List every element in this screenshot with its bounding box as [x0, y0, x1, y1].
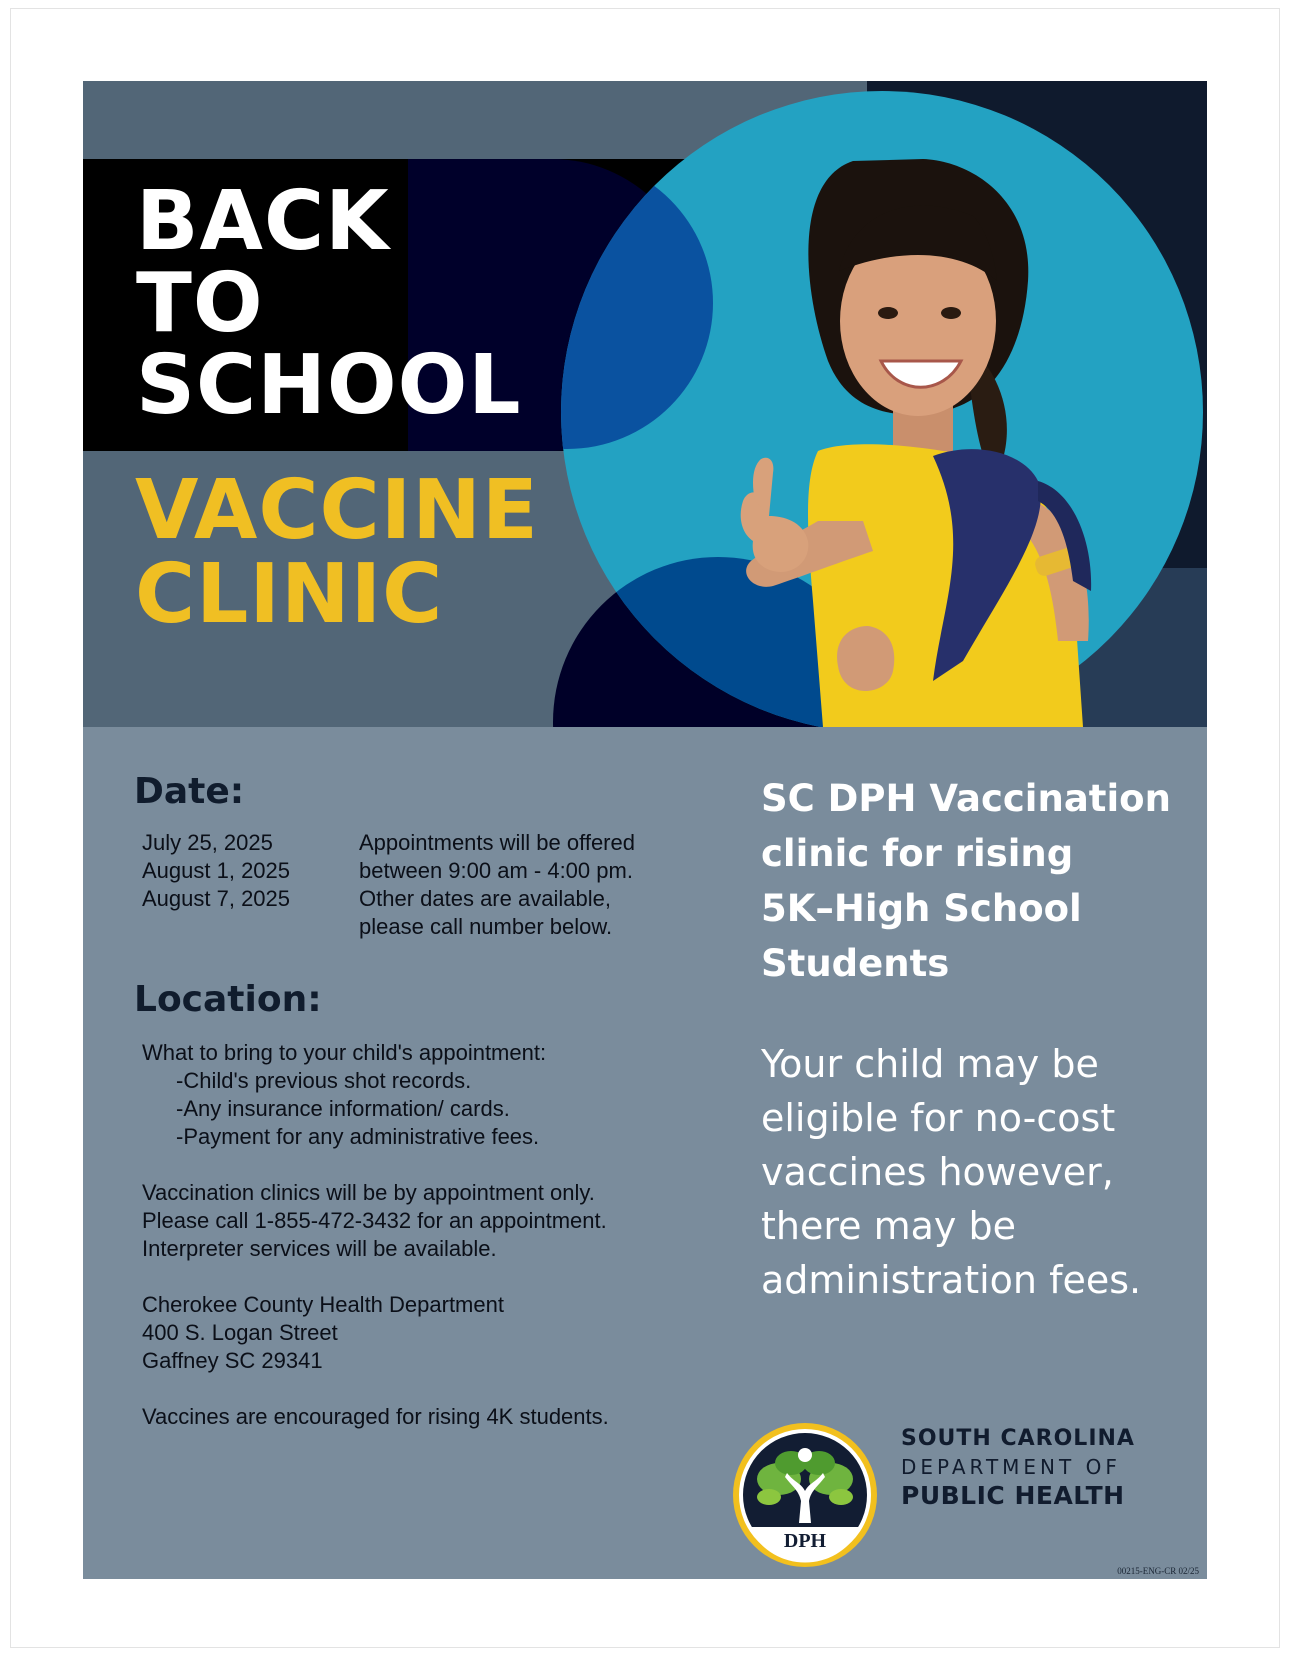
- date-item: July 25, 2025: [142, 830, 273, 855]
- headline: [136, 174, 522, 433]
- title-line: SC DPH Vaccination: [761, 777, 1171, 820]
- location-details: [142, 1039, 609, 1431]
- body-line: there may be: [761, 1204, 1016, 1248]
- address-line: Cherokee County Health Department: [142, 1292, 504, 1317]
- title-line: Students: [761, 942, 950, 985]
- bring-item: -Child's previous shot records.: [176, 1068, 472, 1093]
- agency-line-2: DEPARTMENT OF: [901, 1455, 1121, 1479]
- address-line: Gaffney SC 29341: [142, 1348, 323, 1373]
- eligibility-text: [761, 1037, 1191, 1307]
- subheadline-line: VACCINE: [135, 463, 539, 558]
- body-line: administration fees.: [761, 1258, 1142, 1302]
- body-line: eligible for no-cost: [761, 1096, 1116, 1140]
- appointment-only-text: Vaccination clinics will be by appointment only.: [142, 1180, 595, 1205]
- child-photo-illustration: [643, 121, 1143, 727]
- headline-line: SCHOOL: [136, 338, 522, 433]
- flyer: [83, 81, 1207, 1579]
- date-list: [142, 829, 290, 913]
- headline-line: BACK: [136, 174, 390, 269]
- form-code: 00215-ENG-CR 02/25: [1117, 1566, 1199, 1576]
- phone-text: Please call 1-855-472-3432 for an appointment.: [142, 1208, 607, 1233]
- title-line: clinic for rising: [761, 832, 1074, 875]
- bring-item: -Any insurance information/ cards.: [176, 1096, 510, 1121]
- agency-line-1: SOUTH CAROLINA: [901, 1426, 1135, 1451]
- date-item: August 7, 2025: [142, 886, 291, 911]
- address-line: 400 S. Logan Street: [142, 1320, 338, 1345]
- clinic-description-title: [761, 771, 1181, 991]
- 4k-note: Vaccines are encouraged for rising 4K students.: [142, 1404, 609, 1429]
- location-heading: Location:: [134, 979, 322, 1020]
- spacer: [142, 1151, 609, 1179]
- date-heading: Date:: [134, 771, 245, 812]
- headline-line: TO: [136, 256, 264, 351]
- seal-text: DPH: [783, 1530, 827, 1552]
- appointment-info: [359, 829, 635, 941]
- spacer: [142, 1263, 609, 1291]
- subheadline-line: CLINIC: [135, 547, 444, 642]
- agency-line-3: PUBLIC HEALTH: [901, 1481, 1125, 1510]
- hero-banner: [83, 81, 1207, 727]
- body-line: Your child may be: [761, 1042, 1099, 1086]
- dph-seal-logo: [731, 1421, 879, 1569]
- appointment-line: Appointments will be offered: [359, 830, 635, 855]
- date-item: August 1, 2025: [142, 858, 291, 883]
- bring-item: -Payment for any administrative fees.: [176, 1124, 540, 1149]
- appointment-line: Other dates are available,: [359, 886, 611, 911]
- interpreter-text: Interpreter services will be available.: [142, 1236, 497, 1261]
- appointment-line: please call number below.: [359, 914, 613, 939]
- appointment-line: between 9:00 am - 4:00 pm.: [359, 858, 633, 883]
- body-line: vaccines however,: [761, 1150, 1114, 1194]
- agency-name: [901, 1424, 1135, 1512]
- bring-intro: What to bring to your child's appointment:: [142, 1040, 547, 1065]
- spacer: [142, 1375, 609, 1403]
- subheadline: [135, 463, 539, 642]
- title-line: 5K–High School: [761, 887, 1082, 930]
